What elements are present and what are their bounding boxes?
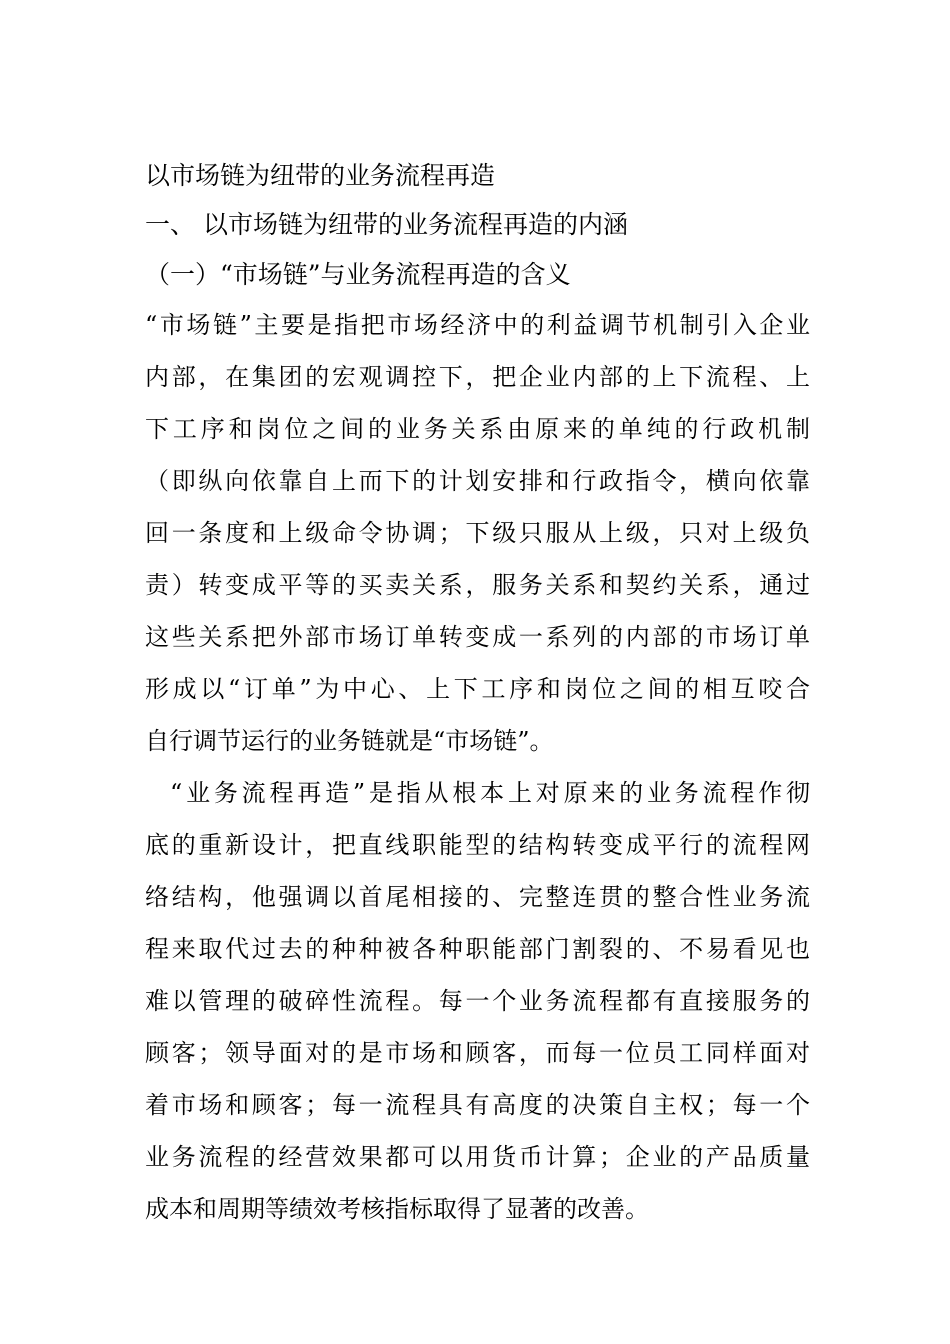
- paragraph-line: 底的重新设计，把直线职能型的结构转变成平行的流程网: [145, 831, 810, 859]
- paragraph-line: 责）转变成平等的买卖关系，服务关系和契约关系，通过: [145, 571, 810, 599]
- paragraph-line: 业务流程的经营效果都可以用货币计算；企业的产品质量: [145, 1143, 810, 1171]
- document-title: 以市场链为纽带的业务流程再造: [145, 161, 496, 190]
- paragraph-line: 这些关系把外部市场订单转变成一系列的内部的市场订单: [145, 623, 810, 651]
- paragraph-line: “市场链”主要是指把市场经济中的利益调节机制引入企业: [145, 311, 810, 339]
- paragraph-line: 回一条度和上级命令协调；下级只服从上级，只对上级负: [145, 519, 810, 547]
- paragraph-line: 难以管理的破碎性流程。每一个业务流程都有直接服务的: [145, 987, 810, 1015]
- paragraph-line: 自行调节运行的业务链就是“市场链”。: [145, 727, 554, 755]
- paragraph-line: 成本和周期等绩效考核指标取得了显著的改善。: [145, 1195, 649, 1223]
- paragraph-line: 着市场和顾客；每一流程具有高度的决策自主权；每一个: [145, 1091, 810, 1119]
- subsection-heading: （一）“市场链”与业务流程再造的含义: [145, 260, 571, 289]
- paragraph-line: 形成以“订单”为中心、上下工序和岗位之间的相互咬合: [145, 675, 810, 703]
- paragraph-line: （即纵向依靠自上而下的计划安排和行政指令，横向依靠: [145, 467, 810, 495]
- paragraph-line: “业务流程再造”是指从根本上对原来的业务流程作彻: [170, 779, 810, 807]
- section-heading: 一、 以市场链为纽带的业务流程再造的内涵: [145, 210, 628, 239]
- paragraph-line: 下工序和岗位之间的业务关系由原来的单纯的行政机制: [145, 415, 810, 443]
- paragraph-line: 络结构，他强调以首尾相接的、完整连贯的整合性业务流: [145, 883, 810, 911]
- paragraph-line: 内部，在集团的宏观调控下，把企业内部的上下流程、上: [145, 363, 810, 391]
- paragraph-line: 程来取代过去的种种被各种职能部门割裂的、不易看见也: [145, 935, 810, 963]
- paragraph-line: 顾客；领导面对的是市场和顾客，而每一位员工同样面对: [145, 1039, 810, 1067]
